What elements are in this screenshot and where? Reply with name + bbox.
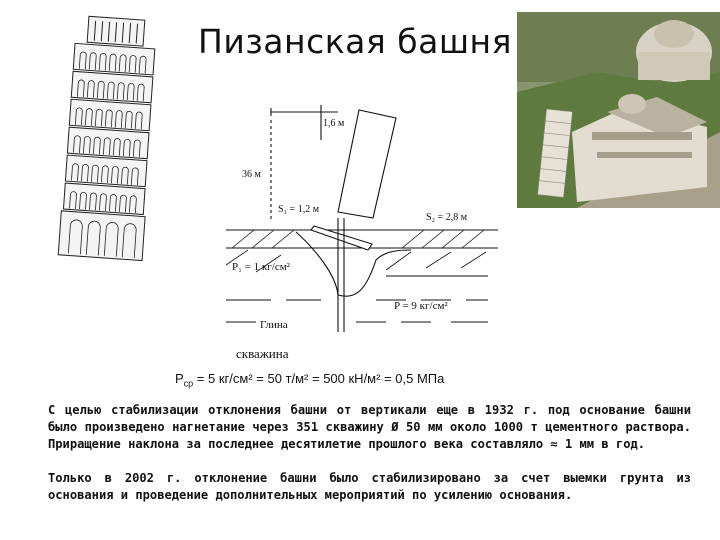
tower-drawing bbox=[30, 10, 180, 265]
height-label: 36 м bbox=[242, 169, 261, 180]
pressure-formula bbox=[175, 371, 444, 389]
paragraph-1: С целью стабилизации отклонения башни от вертикали еще в 1932 г. под основание башни было произведено нагнетание через 351 скважину Ø 50 мм около 1000 т цементного раствора. Приращение наклона за последнее десятилетие прошлого века составляло ≈ 1 мм в год. bbox=[48, 403, 691, 451]
offset-label: 1,6 м bbox=[323, 118, 345, 129]
p1-label: P₁ = 1 кг/см² bbox=[232, 261, 290, 273]
page-title: Пизанская башня bbox=[198, 22, 512, 61]
piazza-photo bbox=[517, 12, 720, 208]
tilt-diagram bbox=[226, 100, 498, 362]
s2-label: S₂ = 2,8 м bbox=[426, 212, 468, 223]
formula-p-symbol: P bbox=[175, 371, 184, 386]
clay-label: Глина bbox=[260, 319, 288, 331]
formula-text: = 5 кг/см² = 50 т/м² = 500 кН/м² = 0,5 МПа bbox=[193, 371, 445, 386]
borehole-label: скважина bbox=[236, 346, 289, 361]
p-label: P = 9 кг/см² bbox=[394, 300, 448, 312]
s1-label: S₁ = 1,2 м bbox=[278, 204, 320, 215]
formula-p-subscript: ср bbox=[183, 378, 194, 389]
paragraph-2: Только в 2002 г. отклонение башни было стабилизировано за счет выемки грунта из основания и проведение дополнительных мероприятий по усилению основания. bbox=[48, 471, 691, 502]
tower-outline bbox=[338, 110, 396, 218]
